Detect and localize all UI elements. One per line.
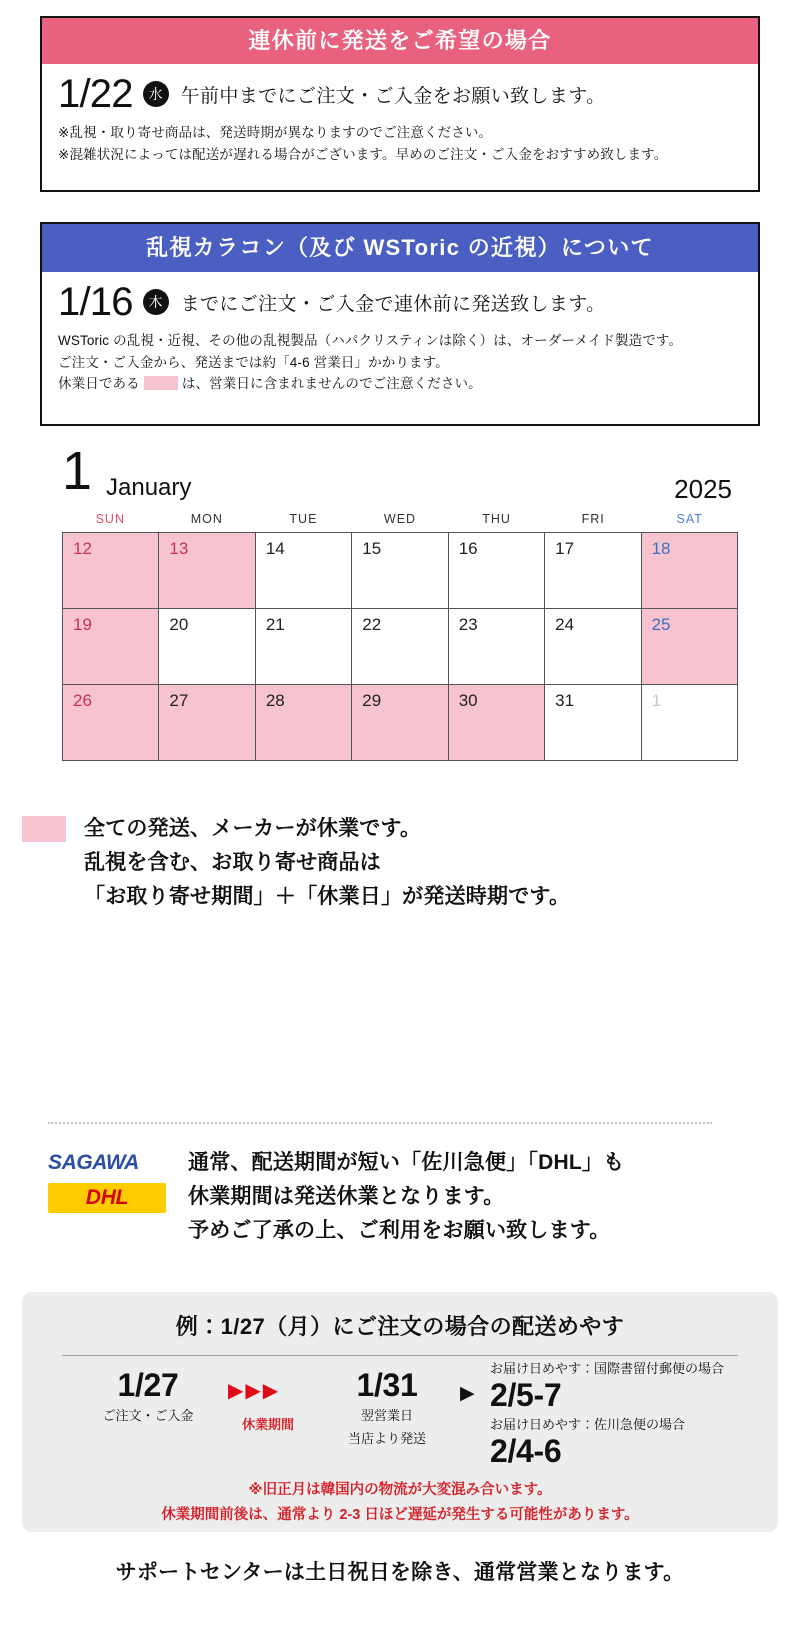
- legend-text: [84, 812, 570, 914]
- calendar-day: 14: [256, 533, 352, 609]
- calendar-day: 24: [545, 609, 641, 685]
- notice-pink-note-2: ※混雑状況によっては配送が遅れる場合がございます。早めのご注文・ご入金をおすすめ致します。: [58, 146, 668, 162]
- example-notes: [22, 1478, 778, 1527]
- carrier-logos: [48, 1146, 176, 1213]
- weekday-sat: SAT: [676, 512, 703, 526]
- notice-toric-lenses: [40, 222, 760, 426]
- calendar-day: 1: [642, 685, 738, 761]
- carrier-line-2: 休業期間は発送休業となります。: [188, 1185, 505, 1209]
- weekday-thu: THU: [482, 512, 511, 526]
- legend-line-3: 「お取り寄せ期間」＋「休業日」が発送時期です。: [84, 885, 571, 909]
- notice-blue-note-2: ご注文・ご入金から、発送までは約「4-6 営業日」かかります。: [58, 354, 449, 370]
- example-holiday-label: 休業期間: [241, 1417, 294, 1432]
- example-step-order: [78, 1368, 218, 1426]
- dhl-logo-text: DHL: [85, 1186, 129, 1209]
- calendar-day: 22: [352, 609, 448, 685]
- notice-blue-body: [42, 272, 758, 395]
- dhl-logo-icon: [48, 1183, 166, 1213]
- calendar-day: 26: [63, 685, 159, 761]
- calendar-month-number: 1: [62, 441, 93, 501]
- calendar-day: 25: [642, 609, 738, 685]
- delivery-example-box: [22, 1292, 778, 1532]
- example-step-arrival-intl: [490, 1360, 790, 1413]
- notice-pink-notes: [42, 118, 758, 165]
- calendar-day: 19: [63, 609, 159, 685]
- example-arrival-caption-1: お届け日めやす：国際書留付郵便の場合: [490, 1361, 725, 1376]
- notice-blue-date-row: [42, 272, 758, 326]
- calendar-day: 18: [642, 533, 738, 609]
- example-arrival-date-2: 2/4-6: [490, 1433, 562, 1470]
- notice-before-holiday: [40, 16, 760, 192]
- sagawa-logo-icon: SAGAWA: [48, 1151, 139, 1174]
- example-note-2: 休業期間前後は、通常より 2-3 日ほど遅延が発生する可能性があります。: [161, 1506, 639, 1523]
- weekday-sun: SUN: [95, 512, 125, 526]
- notice-pink-date-row: [42, 64, 758, 118]
- section-divider: [48, 1122, 712, 1124]
- example-arrival-date-1: 2/5-7: [490, 1377, 562, 1414]
- notice-blue-date-text: までにご注文・ご入金で連休前に発送致します。: [180, 293, 606, 315]
- notice-pink-header: 連休前に発送をご希望の場合: [42, 18, 758, 64]
- example-ship-label-1: 翌営業日: [360, 1408, 413, 1424]
- calendar-day: 27: [159, 685, 255, 761]
- example-arrows-icon: ▶▶▶: [228, 1380, 281, 1402]
- january-calendar: [62, 441, 738, 761]
- notice-pink-dow-badge: 水: [143, 81, 169, 107]
- holiday-legend: [22, 812, 782, 914]
- notice-blue-note-3: [58, 373, 744, 395]
- legend-row: [22, 812, 782, 914]
- calendar-day: 15: [352, 533, 448, 609]
- calendar-day: 28: [256, 685, 352, 761]
- calendar-day: 13: [159, 533, 255, 609]
- notice-blue-note-1: WSToric の乱視・近視、その他の乱視製品（ハパクリスティンは除く）は、オーダーメイド製造です。: [58, 333, 683, 348]
- calendar-header: [62, 441, 738, 512]
- example-divider: [62, 1355, 738, 1356]
- example-step-ship: [322, 1368, 452, 1449]
- weekday-mon: MON: [190, 512, 223, 526]
- legend-line-1: 全ての発送、メーカーが休業です。: [84, 817, 422, 840]
- calendar-day: 16: [449, 533, 545, 609]
- example-order-date: 1/27: [117, 1367, 179, 1403]
- calendar-weekday-row: [62, 512, 738, 532]
- calendar-day: 23: [449, 609, 545, 685]
- calendar-day: 17: [545, 533, 641, 609]
- example-note-1: ※旧正月は韓国内の物流が大変混み合います。: [248, 1482, 552, 1498]
- notice-blue-note-3-after: は、営業日に含まれませんのでご注意ください。: [181, 376, 482, 392]
- legend-color-swatch-icon: [22, 816, 66, 842]
- notice-pink-date: 1/22: [58, 72, 133, 116]
- example-step-arrival-sagawa: [490, 1416, 790, 1469]
- example-order-label: ご注文・ご入金: [102, 1408, 194, 1424]
- footer-note: サポートセンターは土日祝日を除き、通常営業となります。: [115, 1561, 685, 1584]
- notice-pink-note-1: ※乱視・取り寄せ商品は、発送時期が異なりますのでご注意ください。: [58, 125, 493, 140]
- notice-blue-note-3-before: 休業日である: [58, 376, 140, 392]
- notice-pink-body: [42, 64, 758, 165]
- legend-line-2: 乱視を含む、お取り寄せ商品は: [84, 851, 381, 875]
- example-title: 例：1/27（月）にご注文の場合の配送めやす: [175, 1314, 625, 1339]
- carrier-line-1: 通常、配送期間が短い「佐川急便」「DHL」も: [188, 1151, 625, 1174]
- weekday-wed: WED: [383, 512, 417, 526]
- calendar-month-name: January: [106, 474, 192, 501]
- weekday-fri: FRI: [581, 512, 605, 526]
- calendar-day: 21: [256, 609, 352, 685]
- carrier-text: [188, 1146, 624, 1248]
- calendar-year: 2025: [674, 474, 732, 504]
- calendar-day: 29: [352, 685, 448, 761]
- carrier-notice: [48, 1146, 768, 1248]
- calendar-day: 30: [449, 685, 545, 761]
- example-ship-date: 1/31: [356, 1367, 418, 1403]
- weekday-tue: TUE: [289, 512, 318, 526]
- notice-blue-header: 乱視カラコン（及び WSToric の近視）について: [42, 224, 758, 272]
- calendar-day: 31: [545, 685, 641, 761]
- calendar-grid: [62, 532, 738, 761]
- example-flow: [22, 1361, 778, 1476]
- example-step-holiday: [218, 1412, 318, 1435]
- example-arrival-caption-2: お届け日めやす：佐川急便の場合: [490, 1417, 686, 1432]
- example-arrow-single-icon: ▶: [460, 1383, 475, 1404]
- holiday-color-swatch-icon: [144, 376, 178, 390]
- example-ship-label-2: 当店より発送: [347, 1431, 426, 1447]
- notice-blue-dow-badge: 木: [143, 289, 169, 315]
- carrier-line-3: 予めご了承の上、ご利用をお願い致します。: [188, 1219, 611, 1243]
- calendar-day: 12: [63, 533, 159, 609]
- notice-blue-date: 1/16: [58, 280, 133, 324]
- notice-blue-notes: [42, 326, 758, 395]
- notice-pink-date-text: 午前中までにご注文・ご入金をお願い致します。: [180, 85, 606, 107]
- calendar-day: 20: [159, 609, 255, 685]
